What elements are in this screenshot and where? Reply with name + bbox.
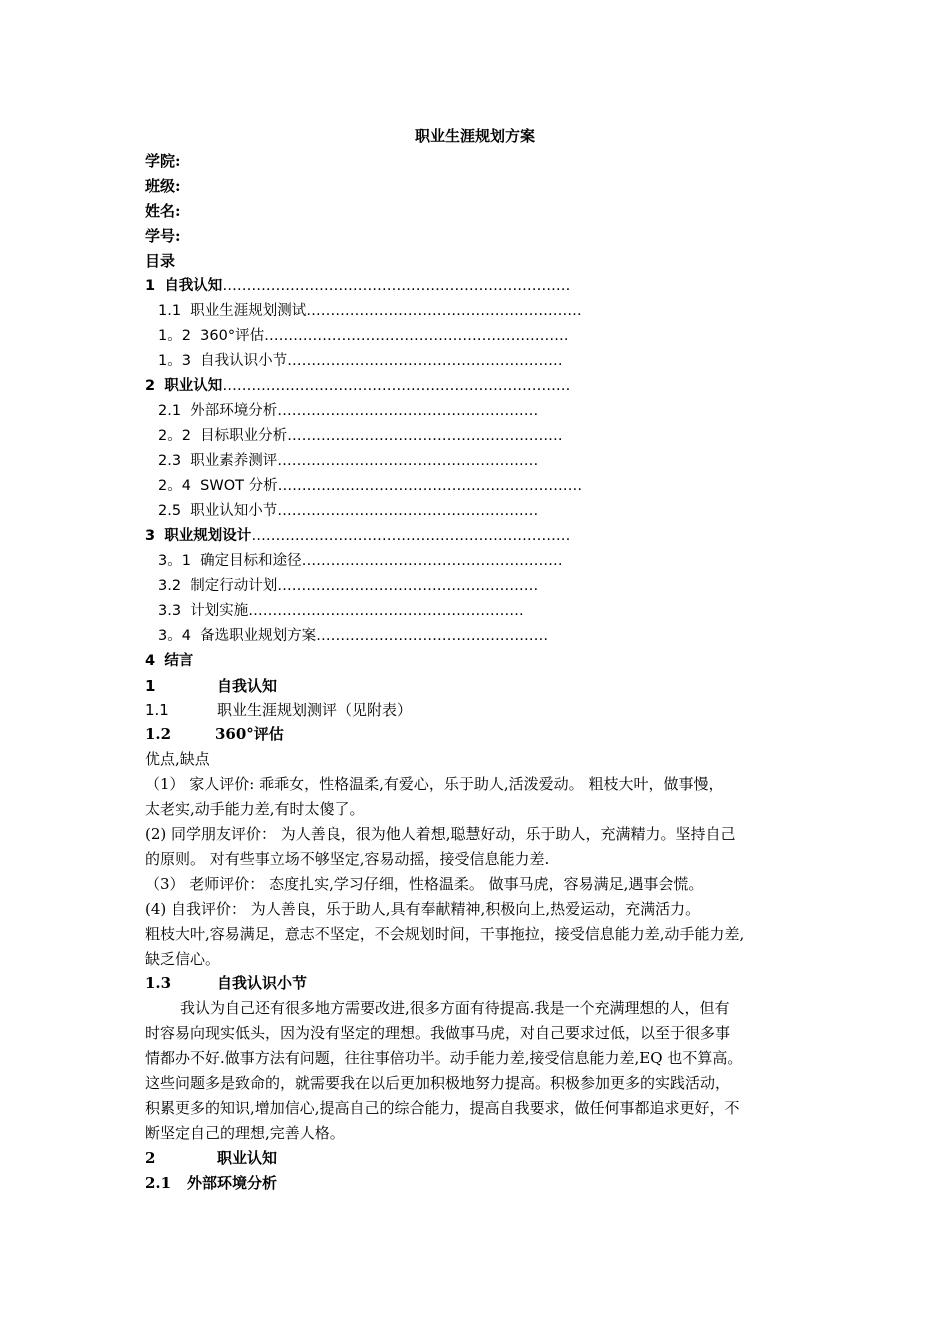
- section-heading: [145, 1146, 277, 1170]
- eval-line: （1） 家人评价: 乖乖女，性格温柔,有爱心，乐于助人,活泼爱动。 粗枝大叶，做事慢，: [145, 775, 724, 793]
- toc-item: [145, 274, 570, 298]
- toc-item: [158, 624, 548, 648]
- toc-label: 自我认识小节: [200, 353, 288, 369]
- toc-leader: ………………………………………………………………: [222, 278, 571, 294]
- subsection-heading: [145, 971, 307, 995]
- toc-item: [158, 574, 538, 598]
- toc-leader: ………………………………………………………: [277, 478, 583, 494]
- toc-label: 职业规划设计: [164, 528, 252, 544]
- eval-line: (2) 同学朋友评价： 为人善良，很为他人着想,聪慧好动，乐于助人，充满精力。坚持自己: [145, 825, 736, 843]
- toc-leader: …………………………………………………………: [251, 528, 571, 544]
- subsection-heading: [145, 1171, 277, 1195]
- toc-item: [158, 499, 538, 523]
- toc-item: [145, 374, 570, 398]
- eval-line: 太老实,动手能力差,有时太傻了。: [145, 800, 365, 818]
- toc-item: [145, 649, 193, 673]
- toc-label: 职业认知小节: [190, 503, 278, 519]
- section-title: 职业生涯规划测评（见附表）: [217, 701, 413, 719]
- section-number: 2.1: [145, 1174, 172, 1192]
- toc-number: 4: [145, 653, 156, 669]
- field-college-label: 学院:: [145, 152, 181, 170]
- toc-item: [158, 449, 538, 473]
- section-heading: [145, 674, 277, 698]
- section-title: 职业认知: [217, 1149, 278, 1167]
- toc-label: 外部环境分析: [190, 403, 278, 419]
- section-number: 1.1: [145, 701, 169, 719]
- section-title: 外部环境分析: [187, 1174, 278, 1192]
- toc-label: 计划实施: [190, 603, 249, 619]
- eval-intro: 优点,缺点: [145, 750, 210, 768]
- subsection-heading: [145, 698, 412, 722]
- subsection-heading: [145, 722, 284, 746]
- toc-number: 3: [145, 528, 156, 544]
- toc-item: [158, 599, 524, 623]
- toc-label: 职业素养测评: [190, 453, 278, 469]
- section-number: 1: [145, 677, 156, 695]
- toc-number: 2.3: [158, 453, 182, 469]
- toc-number: 2: [145, 378, 156, 394]
- toc-number: 3.3: [158, 603, 182, 619]
- toc-number: 2.5: [158, 503, 182, 519]
- toc-item: [158, 424, 563, 448]
- toc-item: [158, 399, 538, 423]
- field-name-label: 姓名:: [145, 202, 181, 220]
- toc-number: 2.1: [158, 403, 182, 419]
- toc-item: [158, 549, 563, 573]
- section-number: 1.2: [145, 725, 172, 743]
- summary-line: 断坚定自己的理想,完善人格。: [145, 1124, 345, 1142]
- field-class-label: 班级:: [145, 177, 181, 195]
- toc-number: 1。3: [158, 353, 191, 369]
- eval-line: (4) 自我评价： 为人善良，乐于助人,具有奉献精神,积极向上,热爱运动，充满活力。: [145, 900, 701, 918]
- toc-leader: ………………………………………………: [277, 503, 539, 519]
- summary-line: 我认为自己还有很多地方需要改进,很多方面有待提高.我是一个充满理想的人，但有: [180, 999, 730, 1017]
- page-title: 职业生涯规划方案: [414, 127, 535, 145]
- toc-label: 职业生涯规划测试: [190, 303, 307, 319]
- summary-line: 情都办不好.做事方法有问题，往往事倍功半。动手能力差,接受信息能力差,EQ 也不算高。: [145, 1049, 743, 1067]
- toc-label: 备选职业规划方案: [200, 628, 317, 644]
- toc-leader: ………………………………………………: [301, 553, 563, 569]
- toc-number: 3.2: [158, 578, 182, 594]
- toc-leader: ………………………………………………: [277, 578, 539, 594]
- toc-leader: …………………………………………………: [287, 353, 563, 369]
- toc-leader: …………………………………………: [316, 628, 549, 644]
- toc-label: 确定目标和途径: [200, 553, 302, 569]
- toc-item: [158, 349, 563, 373]
- toc-number: 3。4: [158, 628, 191, 644]
- toc-number: 2。4: [158, 478, 191, 494]
- eval-line: 粗枝大叶,容易满足，意志不坚定，不会规划时间，干事拖拉，接受信息能力差,动手能力差,: [145, 925, 745, 943]
- section-title: 360°评估: [215, 725, 284, 743]
- toc-item: [145, 524, 570, 548]
- toc-number: 1。2: [158, 328, 191, 344]
- toc-number: 3。1: [158, 553, 191, 569]
- toc-leader: ………………………………………………………………: [222, 378, 571, 394]
- toc-leader: ………………………………………………………: [264, 328, 569, 344]
- field-student-id-label: 学号:: [145, 227, 181, 245]
- summary-line: 积累更多的知识,增加信心,提高自己的综合能力，提高自我要求，做任何事都追求更好，不: [145, 1099, 740, 1117]
- toc-number: 1: [145, 278, 156, 294]
- summary-line: 时容易向现实低头，因为没有坚定的理想。我做事马虎，对自己要求过低，以至于很多事: [145, 1024, 731, 1042]
- eval-line: 的原则。 对有些事立场不够坚定,容易动摇，接受信息能力差.: [145, 850, 550, 868]
- toc-leader: ………………………………………………: [277, 453, 539, 469]
- summary-line: 这些问题多是致命的，就需要我在以后更加积极地努力提高。积极参加更多的实践活动，: [145, 1074, 731, 1092]
- section-number: 2: [145, 1149, 156, 1167]
- eval-line: （3） 老师评价： 态度扎实,学习仔细，性格温柔。 做事马虎，容易满足,遇事会慌。: [145, 875, 704, 893]
- toc-label: 职业认知: [164, 378, 223, 394]
- toc-leader: …………………………………………………: [306, 303, 582, 319]
- section-title: 自我认知: [217, 677, 278, 695]
- toc-label: 目标职业分析: [200, 428, 288, 444]
- toc-leader: …………………………………………………: [287, 428, 563, 444]
- eval-line: 缺乏信心。: [145, 950, 221, 968]
- section-number: 1.3: [145, 974, 172, 992]
- toc-label: 360°评估: [200, 328, 265, 344]
- toc-label: 自我认知: [164, 278, 223, 294]
- toc-label: 制定行动计划: [190, 578, 278, 594]
- toc-label: 结言: [164, 653, 194, 669]
- toc-heading: 目录: [145, 252, 176, 270]
- toc-item: [158, 299, 582, 323]
- toc-leader: …………………………………………………: [248, 603, 524, 619]
- toc-label: SWOT 分析: [200, 478, 278, 494]
- toc-item: [158, 474, 582, 498]
- toc-number: 2。2: [158, 428, 191, 444]
- toc-leader: ………………………………………………: [277, 403, 539, 419]
- toc-number: 1.1: [158, 303, 182, 319]
- section-title: 自我认识小节: [217, 974, 308, 992]
- toc-item: [158, 324, 569, 348]
